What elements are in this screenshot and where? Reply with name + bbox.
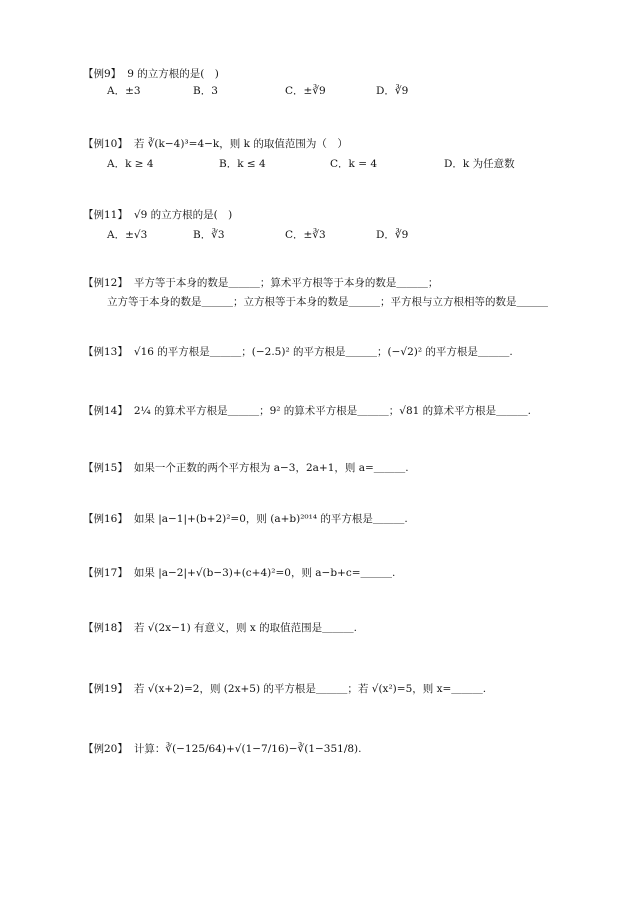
question-19 [83, 681, 486, 697]
question-tag: 【例13】 [83, 346, 128, 358]
question-tag: 【例14】 [83, 405, 128, 417]
question-tag: 【例17】 [83, 567, 128, 579]
question-text: 如果 |a−1|+(b+2)²=0，则 (a+b)²⁰¹⁴ 的平方根是＿＿＿. [133, 513, 408, 525]
question-text: 若 √(x+2)=2，则 (2x+5) 的平方根是＿＿＿；若 √(x²)=5，则 x=＿＿＿. [133, 683, 487, 695]
question-text: 计算：∛(−125/64)+√(1−7/16)−∛(1−351/8). [133, 743, 362, 755]
question-text: √16 的平方根是＿＿＿；(−2.5)² 的平方根是＿＿＿；(−√2)² 的平方根是＿＿＿. [133, 346, 513, 358]
option-b: B．∛3 [193, 229, 225, 241]
option-b: B．3 [193, 85, 218, 97]
question-text: 如果 |a−2|+√(b−3)+(c+4)²=0，则 a−b+c=＿＿＿. [133, 567, 396, 579]
option-a: A．k ≥ 4 [107, 158, 154, 170]
question-15 [83, 460, 409, 476]
question-14 [83, 403, 531, 419]
option-a: A．±3 [107, 85, 141, 97]
question-text: 2¼ 的算术平方根是＿＿＿；9² 的算术平方根是＿＿＿；√81 的算术平方根是＿＿＿. [133, 405, 532, 417]
option-c: C．±∛3 [285, 229, 326, 241]
question-18 [83, 620, 357, 636]
question-stem: √9 的立方根的是( ) [133, 209, 233, 221]
option-c: C．k = 4 [330, 158, 378, 170]
option-a: A．±√3 [107, 229, 148, 241]
option-d: D．∛9 [376, 85, 409, 97]
question-9 [83, 66, 219, 82]
question-tag: 【例16】 [83, 513, 128, 525]
question-17 [83, 565, 395, 581]
option-d: D．k 为任意数 [444, 158, 515, 170]
question-text: 若 √(2x−1) 有意义，则 x 的取值范围是＿＿＿. [133, 622, 357, 634]
question-stem: 若 ∛(k−4)³=4−k，则 k 的取值范围为（ ） [133, 138, 348, 150]
question-stem: 9 的立方根的是( ) [127, 68, 219, 80]
question-tag: 【例9】 [83, 68, 122, 80]
question-10 [83, 136, 348, 152]
question-tag: 【例18】 [83, 622, 128, 634]
question-12 [83, 275, 438, 291]
question-11 [83, 207, 232, 223]
question-tag: 【例10】 [83, 138, 128, 150]
question-tag: 【例15】 [83, 462, 128, 474]
option-d: D．∛9 [376, 229, 409, 241]
question-line-1: 平方等于本身的数是＿＿＿；算术平方根等于本身的数是＿＿＿； [133, 277, 439, 289]
option-b: B．k ≤ 4 [219, 158, 266, 170]
question-tag: 【例11】 [83, 209, 128, 221]
question-tag: 【例20】 [83, 743, 128, 755]
question-tag: 【例19】 [83, 683, 128, 695]
question-20 [83, 741, 362, 757]
question-tag: 【例12】 [83, 277, 128, 289]
question-text: 如果一个正数的两个平方根为 a−3，2a+1，则 a=＿＿＿. [133, 462, 409, 474]
question-16 [83, 511, 408, 527]
question-line-2: 立方等于本身的数是＿＿＿；立方根等于本身的数是＿＿＿；平方根与立方根相等的数是＿＿＿ [107, 296, 548, 308]
question-13 [83, 344, 513, 360]
option-c: C．±∛9 [285, 85, 326, 97]
